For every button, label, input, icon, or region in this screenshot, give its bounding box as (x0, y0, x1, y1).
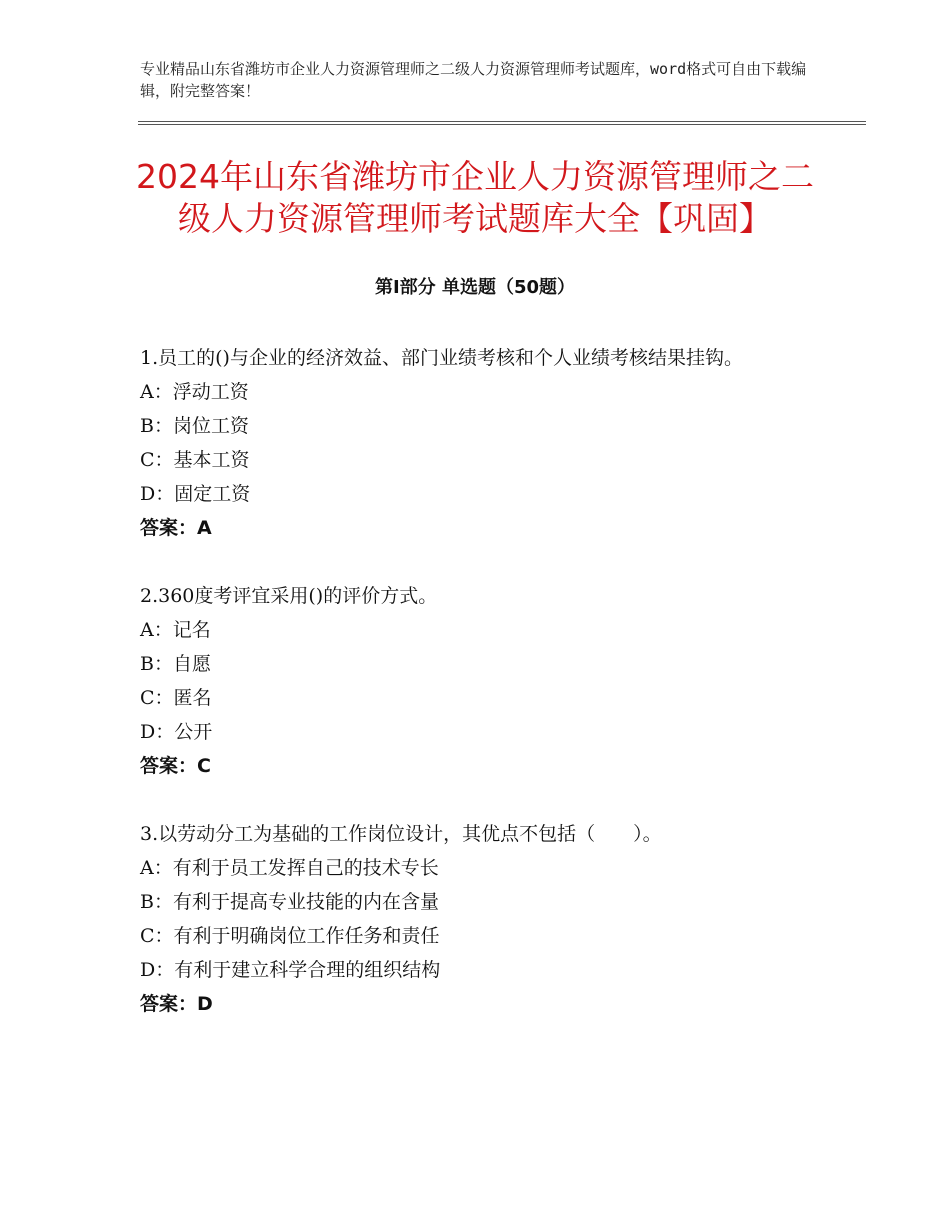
question-option-b: B：岗位工资 (140, 415, 249, 437)
question-option-c: C：有利于明确岗位工作任务和责任 (140, 925, 440, 947)
question-answer: 答案：A (140, 517, 212, 539)
question-stem: 2.360度考评宜采用()的评价方式。 (140, 585, 438, 607)
question-item (140, 580, 810, 783)
question-list (140, 342, 810, 1056)
question-option-b: B：自愿 (140, 653, 211, 675)
header-note: 专业精品山东省潍坊市企业人力资源管理师之二级人力资源管理师考试题库，word格式可自由下载编辑，附完整答案！ (140, 60, 807, 100)
question-option-d: D：有利于建立科学合理的组织结构 (140, 959, 441, 981)
question-stem: 3.以劳动分工为基础的工作岗位设计，其优点不包括（ ）。 (140, 823, 662, 845)
question-option-d: D：公开 (140, 721, 213, 743)
question-option-a: A：有利于员工发挥自己的技术专长 (140, 857, 439, 879)
question-option-c: C：匿名 (140, 687, 212, 709)
question-option-c: C：基本工资 (140, 449, 250, 471)
question-option-d: D：固定工资 (140, 483, 251, 505)
question-item (140, 818, 810, 1021)
question-option-a: A：记名 (140, 619, 211, 641)
question-answer: 答案：C (140, 755, 211, 777)
question-item (140, 342, 810, 545)
question-answer: 答案：D (140, 993, 213, 1015)
header-divider (138, 121, 866, 125)
section-title: 第I部分 单选题（50题） (374, 277, 575, 298)
document-title: 2024年山东省潍坊市企业人力资源管理师之二级人力资源管理师考试题库大全【巩固】 (136, 157, 814, 238)
question-option-a: A：浮动工资 (140, 381, 249, 403)
question-option-b: B：有利于提高专业技能的内在含量 (140, 891, 439, 913)
question-stem: 1.员工的()与企业的经济效益、部门业绩考核和个人业绩考核结果挂钩。 (140, 347, 743, 369)
